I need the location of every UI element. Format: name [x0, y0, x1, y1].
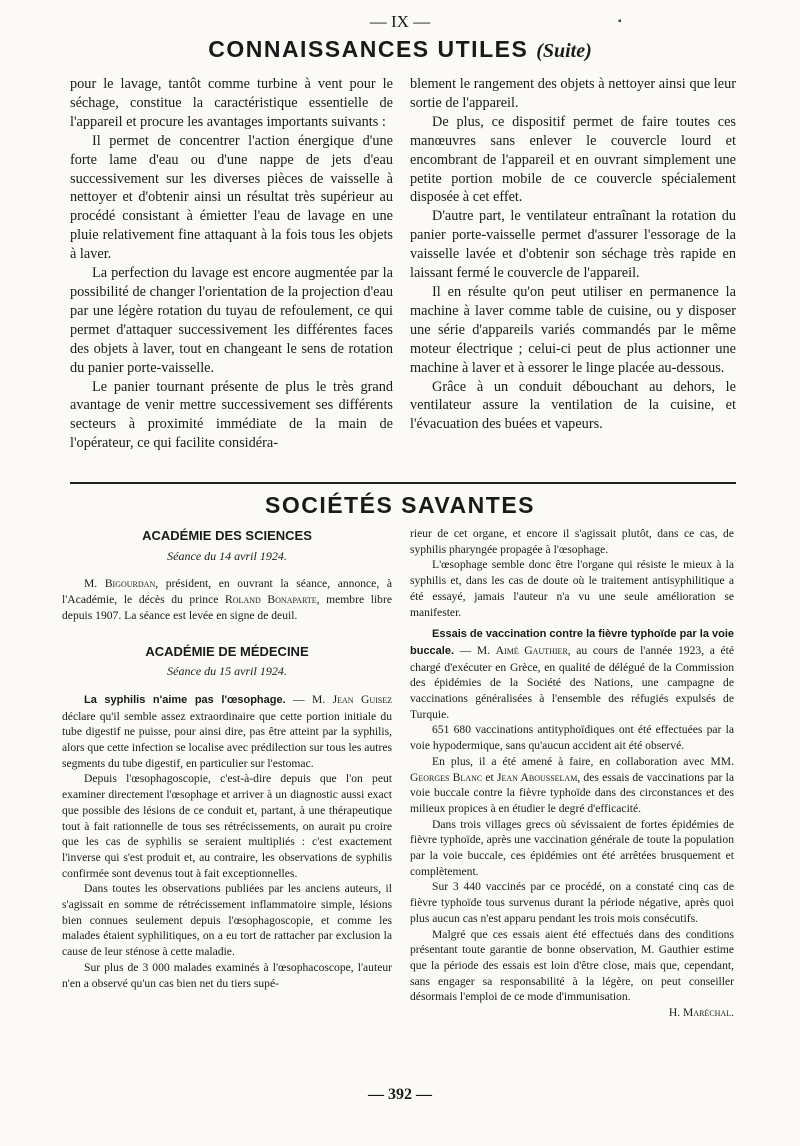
- paragraph: Sur 3 440 vaccinés par ce procédé, on a constaté cinq cas de fièvre typhoïde tous survenus durant la période négative, après quoi plus aucun cas n'est apparu pendant les trois mois consécutifs.: [410, 880, 734, 925]
- paragraph: L'œsophage semble donc être l'organe qui résiste le mieux à la syphilis et, dans les cas de doute où le traitement antisyphilitique a été essayé, jamais l'auteur n'a vu une seule amélioration se manifester.: [410, 558, 734, 619]
- connaissances-left-column: [70, 75, 393, 475]
- paragraph: Il permet de concentrer l'action énergique d'une forte lame d'eau ou d'une nappe de jets d'eau successivement sur les diverses pièces de vaisselle à nettoyer et d'obtenir ainsi un résultat très supérieur au procédé consistant à émietter l'eau de lavage en une pluie relativement fine attaquant à la fois tous les objets à laver.: [70, 132, 393, 263]
- paragraph: D'autre part, le ventilateur entraînant la rotation du panier porte-vaisselle permet d'assurer l'essorage de la vaisselle lavée et d'obtenir son séchage très rapide en laissant fermé le couvercle de l'appareil.: [410, 208, 736, 282]
- article-title: Essais de vaccination contre la fièvre typhoïde par la voie buccale.: [410, 628, 734, 657]
- title-text: CONNAISSANCES UTILES: [208, 36, 529, 62]
- paragraph: Dans toutes les observations publiées par les anciens auteurs, il s'agissait en somme de rétrécissement inflammatoire simple, lésions bien connues seulement depuis l'œsophagoscopie, et comme les malades étaient syphilitiques, on a eu tort de rattacher par exclusion la cause de leur sténose à cette maladie.: [62, 882, 392, 959]
- paragraph: M. Bigourdan, président, en ouvrant la séance, annonce, à l'Académie, le décès du prince Roland Bonaparte, membre libre depuis 1907. La séance est levée en signe de deuil.: [62, 577, 392, 622]
- page-number-roman: — IX —: [369, 12, 431, 31]
- paragraph: Malgré que ces essais aient été effectués dans des conditions présentant toute garantie de bonne observation, M. Gauthier estime que la période des essais est loin d'être close, mais que, cependant, sans engager sa responsabilité à la légère, on peut conseiller désormais l'emploi de ce mode d'immunisation.: [410, 927, 734, 1004]
- article-title: La syphilis n'aime pas l'œsophage.: [84, 693, 286, 706]
- paragraph: Il en résulte qu'on peut utiliser en permanence la machine à laver comme table de cuisine, ou y disposer une série d'appareils variés commandés par le même moteur électrique ; celui-ci peut de plus actionner une machine à laver et à essorer le linge placée au-dessous.: [410, 283, 736, 376]
- connaissances-right-column: [410, 75, 736, 475]
- paragraph: 651 680 vaccinations antityphoïdiques ont été effectuées par la voie hypodermique, sans qu'aucun accident ait été observé.: [410, 723, 734, 753]
- paragraph: La perfection du lavage est encore augmentée par la possibilité de changer l'orientation de la projection d'eau par une légère rotation du tuyau de refoulement, ce qui permet d'attaquer successivement les différentes faces des objets à laver, tout en changeant le sens de rotation du panier porte-vaisselle.: [70, 265, 393, 376]
- person-name: Bigourdan: [104, 577, 156, 591]
- paragraph: En plus, il a été amené à faire, en collaboration avec MM. Georges Blanc et Jean Abousselam, des essais de vaccinations par la voie buccale contre la fièvre typhoïde dans des circonstances et des milieux propices à en étudier le degré d'efficacité.: [410, 754, 734, 815]
- person-name: Aimé Gauthier: [495, 643, 568, 657]
- section-title-connaissances: [0, 36, 800, 63]
- societes-right-column: [410, 526, 734, 1086]
- paragraph: Sur plus de 3 000 malades examinés à l'œsophacoscope, l'auteur n'en a observé qu'un cas bien net du tiers supé-: [62, 960, 392, 990]
- page-number: — 392 —: [368, 1086, 432, 1103]
- paragraph: De plus, ce dispositif permet de faire toutes ces manœuvres sans enlever le couvercle lourd et encombrant de l'appareil et en ouvrant simplement une petite portion mobile de ce couvercle spécialement disposée à cet effet.: [410, 113, 736, 206]
- seance-date: Séance du 15 avril 1924.: [167, 664, 287, 679]
- section-divider: [70, 482, 736, 484]
- person-name: Jean Guisez: [332, 692, 392, 706]
- paragraph: Depuis l'œsophagoscopie, c'est-à-dire depuis que l'on peut examiner directement l'œsophage et arriver à un diagnostic aussi exact que possible des lésions de ce conduit et, partant, à une thérapeutique tout à fait rationnelle de tous ses rétrécissements, on aurait pu croire que les cas de syphilis se seraient multipliés : c'est exactement l'inverse qui s'est produit et, au contraire, les observations de syphilis confirmée sont devenus tout à fait exceptionnelles.: [62, 772, 392, 880]
- person-name: Georges Blanc: [410, 770, 483, 784]
- signature: H. Maréchal.: [668, 1006, 734, 1020]
- paragraph: Le panier tournant présente de plus le très grand avantage de venir mettre successivement ses différents secteurs à proximité immédiate de la main de l'opérateur, ce qui facilite considéra-: [70, 378, 393, 452]
- title-suffix: (Suite): [536, 40, 592, 62]
- person-name: Roland Bonaparte: [225, 593, 317, 607]
- person-name: Jean Abousselam: [496, 770, 578, 784]
- paragraph: rieur de cet organe, et encore il s'agissait plutôt, dans ce cas, de syphilis pharyngée propagée à l'œsophage.: [410, 527, 734, 556]
- paragraph: Grâce à un conduit débouchant au dehors, le ventilateur assure la ventilation de la cuisine, et l'évacuation des buées et vapeurs.: [410, 378, 736, 433]
- paragraph: pour le lavage, tantôt comme turbine à vent pour le séchage, constitue la caractéristique essentielle de l'appareil et procure les avantages importants suivants :: [70, 76, 393, 130]
- section-title-societes: SOCIÉTÉS SAVANTES: [264, 492, 536, 518]
- academie-medecine-title: ACADÉMIE DE MÉDECINE: [145, 643, 309, 659]
- paragraph: Dans trois villages grecs où sévissaient de fortes épidémies de fièvre typhoïde, après une vaccination générale de toute la population par la voie buccale, ces épidémies ont été arrêtées brusquement et complètement.: [410, 817, 734, 878]
- margin-mark: ▪: [618, 16, 622, 27]
- academie-sciences-title: ACADÉMIE DES SCIENCES: [142, 528, 312, 543]
- paragraph: La syphilis n'aime pas l'œsophage. — M. Jean Guisez déclare qu'il semble assez extraordinaire que cette portion initiale du tube digestif ne puisse, pour ainsi dire, pas être atteint par la syphilis, alors que cette infection se localise avec prédilection sur tous les autres segments du tube digestif, en particulier sur l'estomac.: [62, 692, 392, 770]
- paragraph: blement le rangement des objets à nettoyer ainsi que leur sortie de l'appareil.: [410, 76, 736, 111]
- paragraph: Essais de vaccination contre la fièvre typhoïde par la voie buccale. — M. Aimé Gauthier, au cours de l'année 1923, a été chargé d'exécuter en Grèce, en qualité de délégué de la Commission des épidémies de la Société des Nations, une campagne de vaccinations généralisées à l'ensemble des réfugiés expulsés de Turquie.: [410, 628, 734, 721]
- societes-left-column: [62, 526, 392, 1086]
- seance-date: Séance du 14 avril 1924.: [167, 548, 287, 563]
